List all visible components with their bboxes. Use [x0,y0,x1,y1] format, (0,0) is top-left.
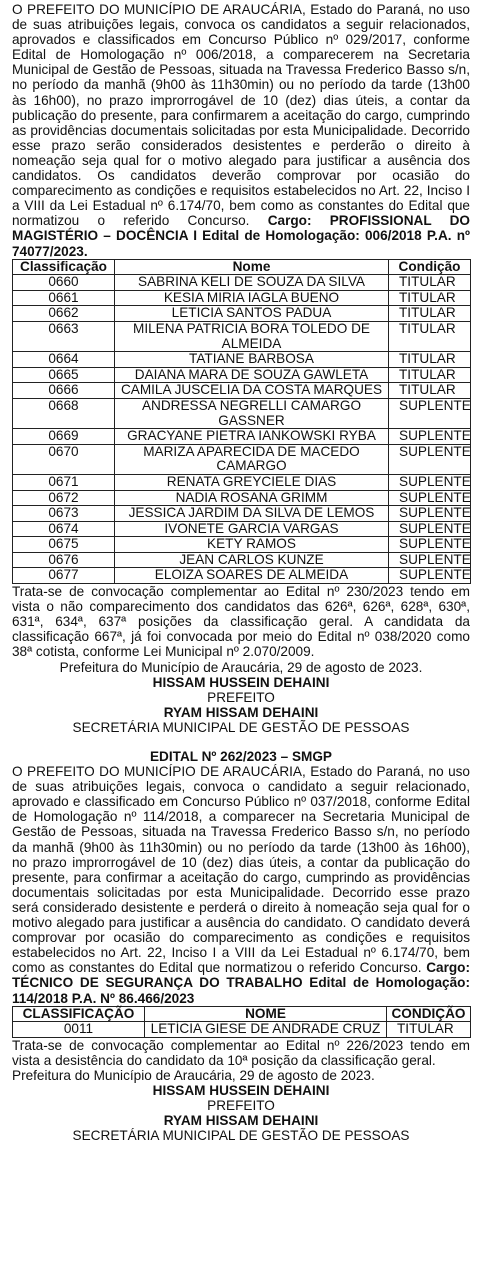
edital2-signatory-2-role: SECRETÁRIA MUNICIPAL DE GESTÃO DE PESSOAS [72,1128,410,1144]
cell-classificacao: 0671 [13,474,115,490]
cell-condicao: SUPLENTE [389,552,471,568]
cell-condicao: TITULAR [389,367,471,383]
table-row [13,383,471,399]
cell-classificacao: 0664 [13,352,115,368]
cell-classificacao: 0662 [13,306,115,322]
cell-classificacao: 0666 [13,383,115,399]
edital2-table [12,1006,471,1038]
table-row [13,552,471,568]
cell-nome: LETICIA SANTOS PADUA [115,306,389,322]
cell-condicao: SUPLENTE [389,398,471,428]
edital2-signatory-1-name: HISSAM HUSSEIN DEHAINI [152,1083,330,1099]
cell-condicao: SUPLENTE [389,429,471,445]
cell-classificacao: 0674 [13,521,115,537]
table-row [13,275,471,291]
cell-nome: MILENA PATRICIA BORA TOLEDO DE ALMEIDA [115,321,389,351]
cell-condicao: TITULAR [389,290,471,306]
edital1-table [12,259,471,584]
column-header-condicao: CONDIÇÃO [387,1006,471,1022]
cell-nome: CAMILA JUSCELIA DA COSTA MARQUES [115,383,389,399]
cell-condicao: SUPLENTE [389,490,471,506]
cell-nome: KESIA MIRIA IAGLA BUENO [115,290,389,306]
edital1-signatory-1-name: HISSAM HUSSEIN DEHAINI [152,674,330,690]
edital1-note: Trata-se de convocação complementar ao Edital nº 230/2023 tendo em vista o não comparecimento dos candidatos das 626ª, 626ª, 628ª, 630ª, 631ª, 634ª, 637ª posições da classificação geral. A candidata da classificação 667ª, já foi convocada por meio do Edital nº 038/2020 como 38ª cotista, conforme Lei Municipal nº 2.070/2009. [12,584,470,660]
edital1-place-date: Prefeitura do Município de Araucária, 29 de agosto de 2023. [59,659,423,675]
column-header-condicao: Condição [389,259,471,275]
cell-condicao: SUPLENTE [389,521,471,537]
cell-condicao: TITULAR [389,352,471,368]
table-row [13,321,471,351]
edital1-signatory-1-role: PREFEITO [207,689,275,705]
cell-classificacao: 0675 [13,537,115,553]
edital2-signatory-1-role: PREFEITO [207,1098,275,1114]
cell-nome: SABRINA KELI DE SOUZA DA SILVA [115,275,389,291]
edital-section-2 [12,749,470,1143]
cell-condicao: TITULAR [387,1022,471,1038]
cell-nome: MARIZA APARECIDA DE MACEDO CAMARGO [115,444,389,474]
table-row [13,290,471,306]
edital1-cargo: Cargo: PROFISSIONAL DO MAGISTÉRIO – DOCÊNCIA I Edital de Homologação: 006/2018 P.A. nº 74077/2023. [12,213,471,259]
table-row [13,429,471,445]
cell-nome: GRACYANE PIETRA IANKOWSKI RYBA [115,429,389,445]
edital1-table-header-row [13,259,471,275]
edital-section-1 [12,2,470,735]
table-row [13,521,471,537]
cell-condicao: TITULAR [389,383,471,399]
edital2-signatory-2-name: RYAM HISSAM DEHAINI [163,1113,319,1129]
cell-condicao: SUPLENTE [389,506,471,522]
cell-classificacao: 0672 [13,490,115,506]
edital2-table-header-row [13,1006,471,1022]
edital1-table-body [13,275,471,584]
edital2-cargo: Cargo: TÉCNICO DE SEGURANÇA DO TRABALHO Edital de Homologação: 114/2018 P.A. Nº 86.466/2023 [12,960,470,1006]
cell-nome: JEAN CARLOS KUNZE [115,552,389,568]
cell-classificacao: 0670 [13,444,115,474]
cell-classificacao: 0676 [13,552,115,568]
table-row [13,1022,471,1038]
table-row [13,444,471,474]
cell-condicao: TITULAR [389,321,471,351]
cell-classificacao: 0668 [13,398,115,428]
cell-condicao: TITULAR [389,275,471,291]
cell-nome: RENATA GREYCIELE DIAS [115,474,389,490]
column-header-classificacao: CLASSIFICAÇÃO [13,1006,145,1022]
table-row [13,398,471,428]
cell-nome: NADIA ROSANA GRIMM [115,490,389,506]
cell-nome: IVONETE GARCIA VARGAS [115,521,389,537]
cell-classificacao: 0011 [13,1022,145,1038]
cell-classificacao: 0663 [13,321,115,351]
cell-nome: ANDRESSA NEGRELLI CAMARGO GASSNER [115,398,389,428]
column-header-nome: NOME [145,1006,387,1022]
table-row [13,506,471,522]
table-row [13,367,471,383]
cell-classificacao: 0677 [13,568,115,584]
edital2-table-body [13,1022,471,1038]
table-row [13,537,471,553]
edital2-note: Trata-se de convocação complementar ao Edital nº 226/2023 tendo em vista a desistência do candidato da 10ª posição da classificação geral. [12,1037,470,1068]
edital2-intro-text: O PREFEITO DO MUNICÍPIO DE ARAUCÁRIA, Estado do Paraná, no uso de suas atribuições legais, convoca o candidato a seguir relacionado, aprovado e classificado em Concurso Público nº 037/2018, conforme Edital de Homologação nº 114/2018, a comparecer na Secretaria Municipal de Gestão de Pessoas, situada na Travessa Frederico Basso s/n, no período da manhã (9h00 às 11h30min) ou no período da tarde (13h00 às 16h00), no prazo improrrogável de 10 (dez) dias úteis, a contar da publicação do presente, para confirmar a aceitação do cargo, cumprindo as providências documentais solicitadas por esta Municipalidade. Decorrido esse prazo será considerado desistente e perderá o direito à nomeação seja qual for o motivo alegado para justificar a ausência do candidato. O candidato deverá comprovar por ocasião do comparecimento as condições e requisitos estabelecidos no Art. 22, Inciso I a VIII da Lei Estadual nº 6.174/70, bem como as constantes do Edital que normatizou o referido Concurso. [12,764,470,976]
cell-condicao: SUPLENTE [389,474,471,490]
cell-nome: DAIANA MARA DE SOUZA GAWLETA [115,367,389,383]
cell-classificacao: 0669 [13,429,115,445]
edital2-intro [12,764,470,1006]
table-row [13,306,471,322]
cell-condicao: TITULAR [389,306,471,322]
cell-condicao: SUPLENTE [389,568,471,584]
column-header-nome: Nome [115,259,389,275]
edital1-signatory-2-name: RYAM HISSAM DEHAINI [163,704,319,720]
cell-classificacao: 0661 [13,290,115,306]
cell-nome: ELOIZA SOARES DE ALMEIDA [115,568,389,584]
cell-nome: TATIANE BARBOSA [115,352,389,368]
cell-classificacao: 0673 [13,506,115,522]
cell-nome: KETY RAMOS [115,537,389,553]
section-gap [12,735,470,749]
edital1-intro [12,2,470,259]
table-row [13,474,471,490]
column-header-classificacao: Classificação [13,259,115,275]
edital1-intro-text: O PREFEITO DO MUNICÍPIO DE ARAUCÁRIA, Estado do Paraná, no uso de suas atribuições legais, convoca os candidatos a seguir relacionados, aprovados e classificados em Concurso Público nº 029/2017, conforme Edital de Homologação nº 006/2018, a comparecerem na Secretaria Municipal de Gestão de Pessoas, situada na Travessa Frederico Basso s/n, no período da manhã (9h00 às 11h30min) ou no período da tarde (13h00 às 16h00), no prazo improrrogável de 10 (dez) dias úteis, a contar da publicação do presente, para confirmarem a aceitação do cargo, cumprindo as providências documentais solicitadas por esta Municipalidade. Decorrido esse prazo serão considerados desistentes e perderão o direito à nomeação seja qual for o motivo alegado para justificar a ausência dos candidatos. Os candidatos deverão comprovar por ocasião do comparecimento as condições e requisitos estabelecidos no Art. 22, Inciso I a VIII da Lei Estadual nº 6.174/70, bem como as constantes do Edital que normatizou o referido Concurso. [12,2,470,229]
edital1-signatory-2-role: SECRETÁRIA MUNICIPAL DE GESTÃO DE PESSOAS [72,719,410,735]
table-row [13,568,471,584]
cell-nome: LETÍCIA GIESE DE ANDRADE CRUZ [145,1022,387,1038]
cell-classificacao: 0665 [13,367,115,383]
cell-classificacao: 0660 [13,275,115,291]
table-row [13,352,471,368]
edital2-title: EDITAL Nº 262/2023 – SMGP [149,749,332,764]
cell-nome: JESSICA JARDIM DA SILVA DE LEMOS [115,506,389,522]
table-row [13,490,471,506]
cell-condicao: SUPLENTE [389,444,471,474]
edital2-place-date: Prefeitura do Município de Araucária, 29 de agosto de 2023. [12,1067,375,1083]
cell-condicao: SUPLENTE [389,537,471,553]
